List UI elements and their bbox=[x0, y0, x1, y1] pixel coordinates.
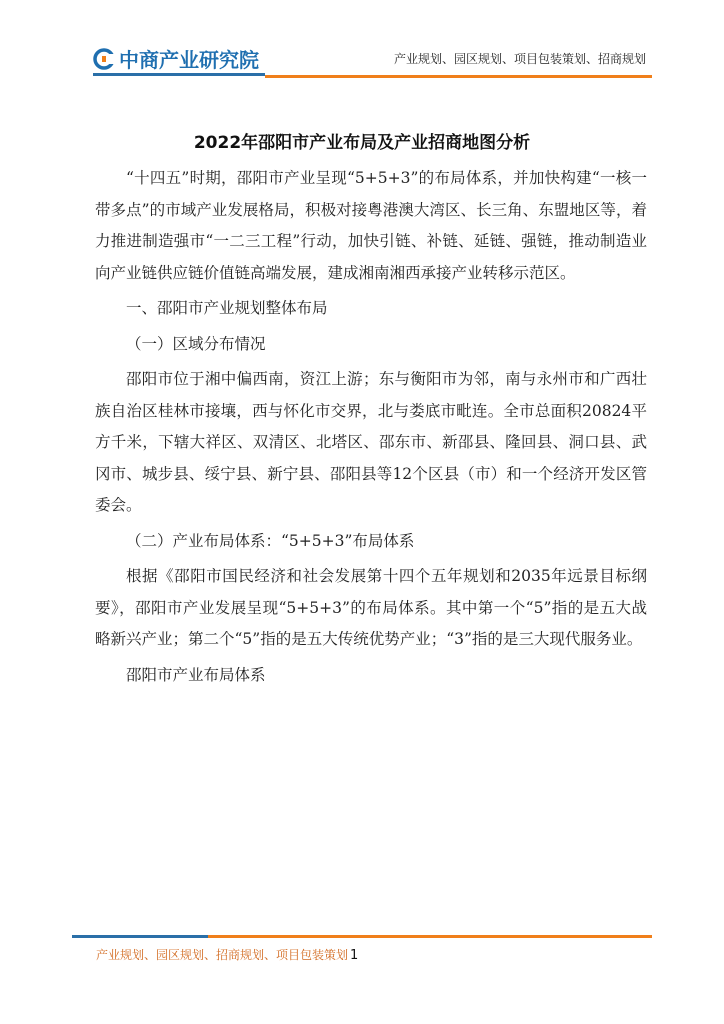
intro-paragraph: “十四五”时期，邵阳市产业呈现“5+5+3”的布局体系，并加快构建“一核一带多点”的市域产业发展格局，积极对接粤港澳大湾区、长三角、东盟地区等，着力推进制造强市“一二三工程”行动，加快引链、补链、延链、强链，推动制造业向产业链供应链价值链高端发展，建成湘南湘西承接产业转移示范区。 bbox=[95, 169, 647, 282]
figure-caption: 邵阳市产业布局体系 bbox=[126, 665, 266, 684]
header-rule-orange bbox=[265, 75, 652, 78]
footer-rule-blue bbox=[72, 935, 208, 938]
logo-icon bbox=[93, 48, 115, 70]
page-number: 1 bbox=[350, 948, 359, 963]
document-body bbox=[95, 163, 647, 691]
document-title: 2022年邵阳市产业布局及产业招商地图分析 bbox=[193, 133, 531, 153]
footer-tagline: 产业规划、园区规划、招商规划、项目包装策划 bbox=[96, 948, 349, 962]
page-header bbox=[0, 0, 724, 90]
header-rule-blue bbox=[93, 73, 265, 76]
layout-paragraph: 根据《邵阳市国民经济和社会发展第十四个五年规划和2035年远景目标纲要》，邵阳市产业发展呈现“5+5+3”的布局体系。其中第一个“5”指的是五大战略新兴产业；第二个“5”指的是五大传统优势产业；“3”指的是三大现代服务业。 bbox=[95, 567, 647, 648]
page-footer bbox=[96, 946, 358, 963]
region-paragraph: 邵阳市位于湘中偏西南，资江上游；东与衡阳市为邻，南与永州市和广西壮族自治区桂林市接壤，西与怀化市交界，北与娄底市毗连。全市总面积20824平方千米，下辖大祥区、双清区、北塔区、邵东市、新邵县、隆回县、洞口县、武冈市、城步县、绥宁县、新宁县、邵阳县等12个区县（市）和一个经济开发区管委会。 bbox=[95, 370, 647, 514]
header-tagline: 产业规划、园区规划、项目包装策划、招商规划 bbox=[393, 52, 646, 66]
logo-text: 中商产业研究院 bbox=[119, 48, 259, 72]
company-logo bbox=[93, 44, 259, 73]
subsection-heading-2: （二）产业布局体系：“5+5+3”布局体系 bbox=[126, 531, 415, 550]
subsection-heading-1: （一）区域分布情况 bbox=[126, 334, 266, 353]
section-heading-1: 一、邵阳市产业规划整体布局 bbox=[126, 299, 328, 317]
footer-rule-orange bbox=[208, 935, 652, 938]
